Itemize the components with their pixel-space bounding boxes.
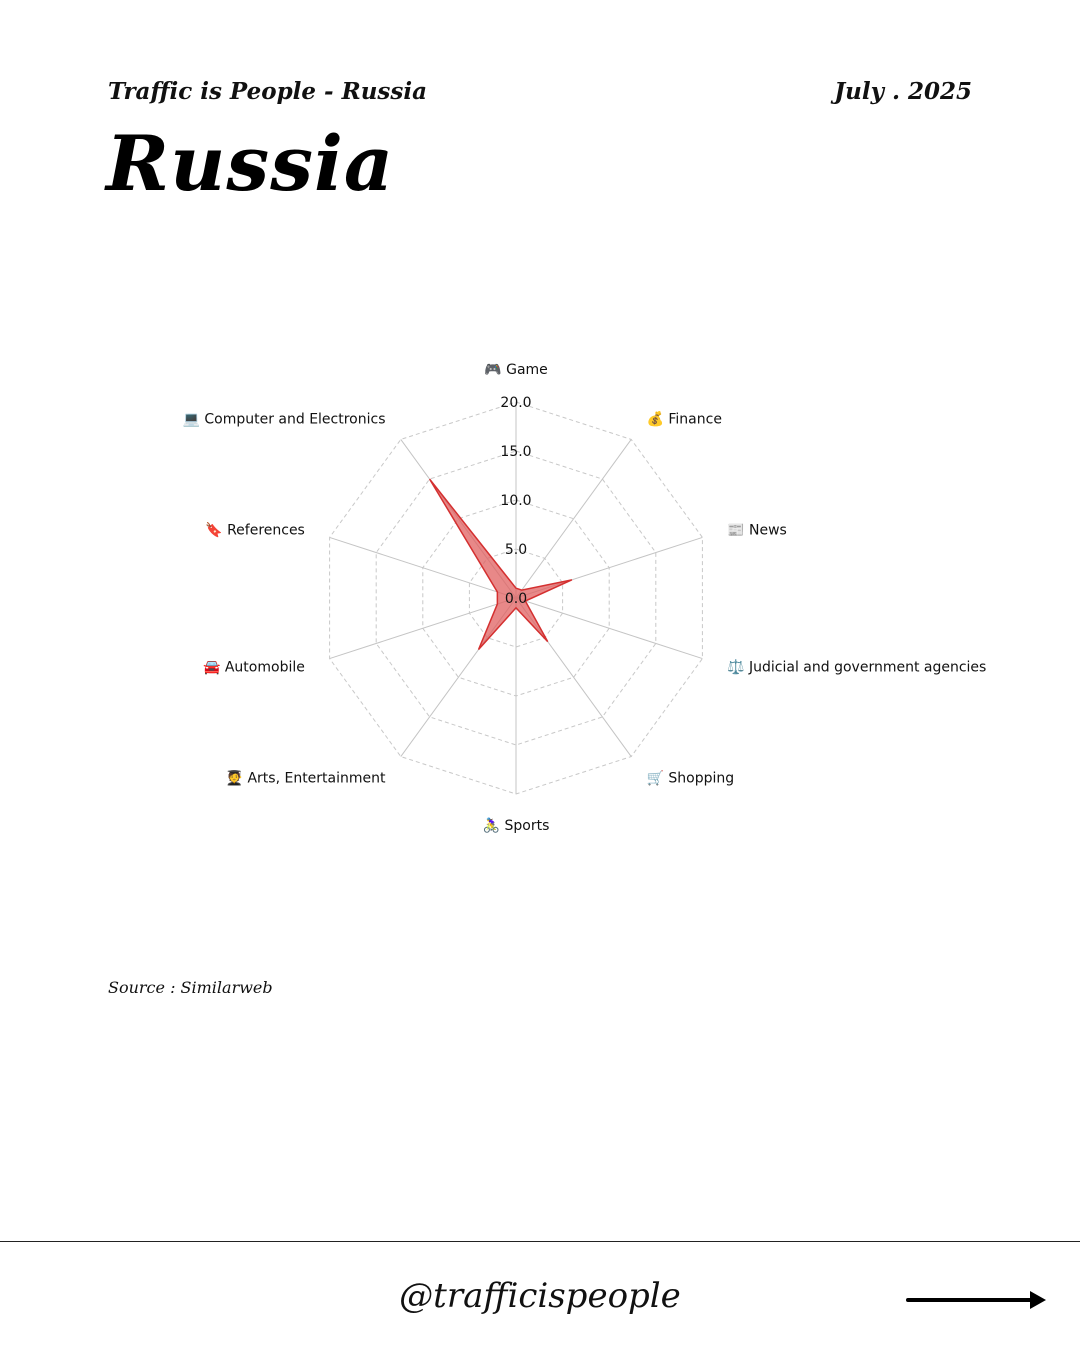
category-icon: 🛒 bbox=[646, 770, 669, 787]
axis-label bbox=[727, 522, 787, 538]
category-icon: ⚖️ bbox=[727, 659, 750, 676]
source-note: Source : Similarweb bbox=[108, 978, 273, 997]
tick-label: 10.0 bbox=[500, 493, 532, 509]
category-label: Computer and Electronics bbox=[204, 411, 386, 428]
category-label: Judicial and government agencies bbox=[749, 659, 987, 676]
social-handle[interactable]: @trafficispeople bbox=[399, 1276, 681, 1316]
category-label: Game bbox=[506, 362, 548, 378]
category-label: References bbox=[227, 522, 305, 539]
category-icon: 📰 bbox=[727, 522, 750, 539]
category-label: News bbox=[749, 522, 787, 539]
category-icon: 🚘 bbox=[202, 659, 225, 676]
tick-label: 15.0 bbox=[500, 444, 532, 460]
radar-axis-labels bbox=[182, 362, 986, 834]
axis-label bbox=[727, 659, 986, 676]
series-label: Traffic is People - Russia bbox=[108, 78, 427, 105]
category-label: Arts, Entertainment bbox=[247, 770, 386, 787]
axis-label bbox=[182, 411, 385, 427]
axis-label bbox=[203, 660, 305, 676]
tick-label: 5.0 bbox=[504, 542, 528, 558]
footer-divider bbox=[0, 1241, 1080, 1242]
tick-label: 0.0 bbox=[504, 591, 528, 607]
category-icon: 💰 bbox=[646, 411, 669, 428]
axis-label bbox=[484, 362, 548, 378]
category-icon: 💻 bbox=[182, 411, 205, 428]
category-label: Shopping bbox=[668, 770, 735, 787]
axis-label bbox=[205, 521, 305, 538]
category-icon: 🔖 bbox=[205, 522, 228, 539]
category-icon: 🎮 bbox=[484, 362, 507, 378]
category-icon: 🧑‍🎓 bbox=[225, 770, 248, 787]
grid-spoke bbox=[516, 439, 631, 598]
tick-label: 20.0 bbox=[500, 395, 532, 411]
category-label: Sports bbox=[504, 818, 550, 834]
axis-label bbox=[226, 770, 386, 787]
arrow-right-icon[interactable] bbox=[906, 1288, 1048, 1312]
category-label: Automobile bbox=[224, 659, 305, 676]
grid-spoke bbox=[516, 598, 702, 659]
axis-label bbox=[646, 410, 721, 427]
page-title: Russia bbox=[106, 119, 395, 208]
axis-label bbox=[483, 817, 550, 834]
category-icon: 🚴‍♀️ bbox=[482, 818, 505, 834]
date-label: July . 2025 bbox=[834, 78, 972, 105]
category-label: Finance bbox=[668, 411, 722, 428]
axis-label bbox=[646, 770, 734, 787]
